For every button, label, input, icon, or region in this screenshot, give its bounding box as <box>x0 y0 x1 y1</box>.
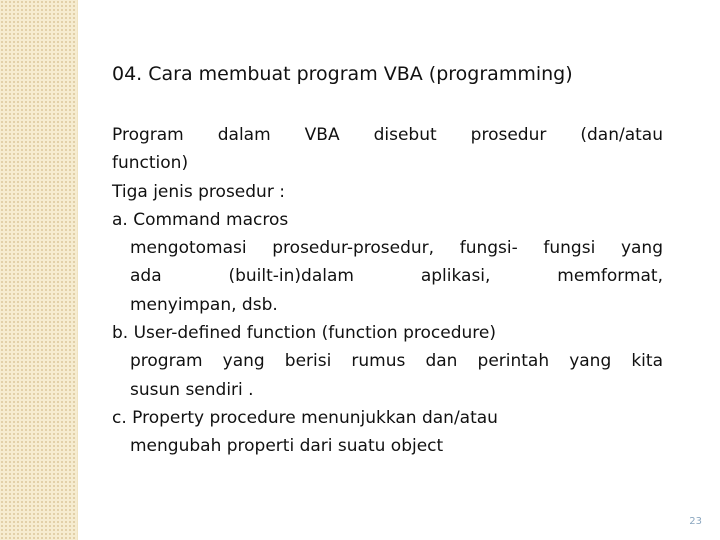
list-item-b-line-2: susun sendiri . <box>130 379 254 400</box>
list-item-a-line-3: menyimpan, dsb. <box>130 294 278 315</box>
body-line-3: Tiga jenis prosedur : <box>112 181 285 202</box>
decorative-side-strip <box>0 0 78 540</box>
list-item-a-line-1: mengotomasi prosedur-prosedur, fungsi- fungsi yang <box>130 238 663 259</box>
list-item-c-line-1: mengubah properti dari suatu object <box>130 436 444 457</box>
list-item-b-line-1: program yang berisi rumus dan perintah yang kita <box>130 351 663 372</box>
body-line-2: function) <box>112 153 189 174</box>
list-item-b-heading: b. User-defined function (function procedure) <box>112 323 496 344</box>
slide-body <box>112 121 663 461</box>
list-item-a-heading: a. Command macros <box>112 209 289 230</box>
list-item-a-line-2: ada (built-in)dalam aplikasi, memformat, <box>130 266 663 287</box>
body-line-1: Program dalam VBA disebut prosedur (dan/atau <box>112 125 663 145</box>
slide-title: 04. Cara membuat program VBA (programming) <box>112 63 573 85</box>
page-number: 23 <box>689 516 702 527</box>
list-item-c-heading: c. Property procedure menunjukkan dan/atau <box>112 407 498 428</box>
